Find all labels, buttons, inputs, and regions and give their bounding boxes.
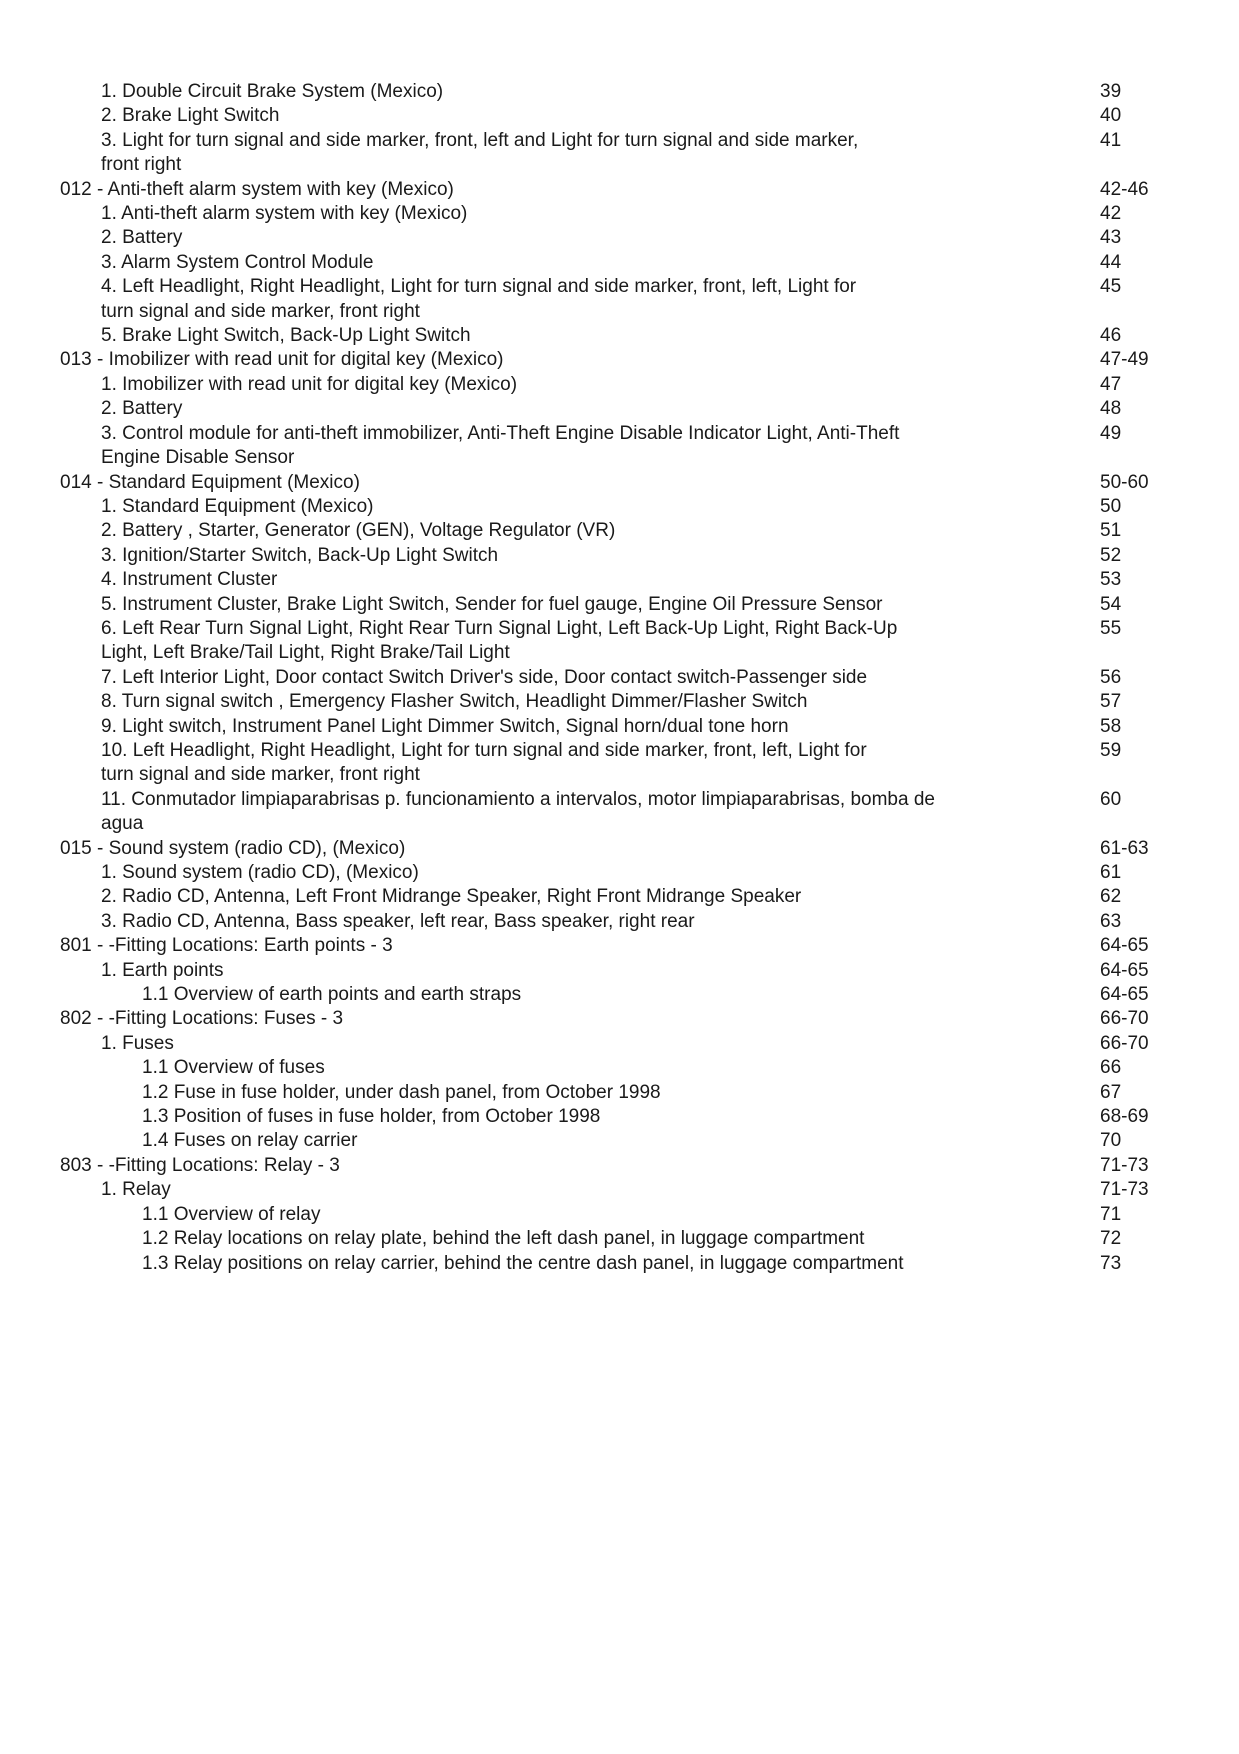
toc-entry-title: 9. Light switch, Instrument Panel Light Dimmer Switch, Signal horn/dual tone horn (101, 715, 789, 737)
toc-entry-title: 803 - -Fitting Locations: Relay - 3 (60, 1154, 340, 1176)
toc-section (0, 178, 1239, 202)
toc-entry-page: 47 (1100, 373, 1122, 395)
toc-item (0, 715, 1239, 739)
table-of-contents (0, 80, 1239, 1276)
toc-entry-title: 1. Earth points (101, 959, 224, 981)
toc-entry-page: 46 (1100, 325, 1122, 347)
toc-entry-page: 55 (1100, 617, 1122, 639)
toc-entry-title: 1. Standard Equipment (Mexico) (101, 495, 374, 517)
toc-entry-page: 70 (1100, 1130, 1122, 1152)
toc-section (0, 348, 1239, 372)
toc-entry-title: 3. Control module for anti-theft immobilizer, Anti-Theft Engine Disable Indicator Light, Anti-Theft Engine Disable Sensor (101, 422, 900, 469)
toc-subitem (0, 1105, 1239, 1129)
toc-entry-page: 71-73 (1100, 1179, 1149, 1201)
toc-subitem (0, 1227, 1239, 1251)
toc-item (0, 373, 1239, 397)
toc-entry-title: 2. Battery (101, 398, 183, 420)
toc-item (0, 959, 1239, 983)
toc-entry-title: 1.1 Overview of relay (142, 1203, 321, 1225)
toc-entry-title: 2. Brake Light Switch (101, 105, 280, 127)
toc-item (0, 690, 1239, 714)
toc-entry-page: 52 (1100, 544, 1122, 566)
toc-entry-title: 1.1 Overview of earth points and earth straps (142, 984, 522, 1006)
toc-entry-title: 015 - Sound system (radio CD), (Mexico) (60, 837, 406, 859)
toc-entry-page: 51 (1100, 520, 1122, 542)
toc-entry-page: 66-70 (1100, 1008, 1149, 1030)
toc-entry-title: 4. Left Headlight, Right Headlight, Light for turn signal and side marker, front, left, Light for turn signal and side marker, front right (101, 276, 857, 322)
toc-item (0, 324, 1239, 348)
toc-subitem (0, 1129, 1239, 1153)
toc-item (0, 1178, 1239, 1202)
toc-entry-title: 1.3 Position of fuses in fuse holder, from October 1998 (142, 1106, 601, 1128)
toc-entry-page: 42-46 (1100, 178, 1149, 200)
toc-entry-title: 1. Anti-theft alarm system with key (Mexico) (101, 203, 468, 225)
toc-entry-page: 42 (1100, 203, 1122, 225)
toc-entry-title: 012 - Anti-theft alarm system with key (Mexico) (60, 178, 454, 200)
toc-entry-title: 11. Conmutador limpiaparabrisas p. funcionamiento a intervalos, motor limpiaparabrisas, bomba de agua (101, 788, 935, 835)
toc-entry-title: 3. Light for turn signal and side marker, front, left and Light for turn signal and side marker, front right (101, 129, 859, 176)
toc-subitem (0, 1056, 1239, 1080)
toc-item (0, 104, 1239, 128)
toc-entry-title: 4. Instrument Cluster (101, 569, 278, 591)
toc-item (0, 593, 1239, 617)
toc-entry-page: 64-65 (1100, 935, 1149, 957)
toc-item (0, 275, 1239, 324)
toc-entry-title: 5. Instrument Cluster, Brake Light Switch, Sender for fuel gauge, Engine Oil Pressure Sensor (101, 593, 883, 615)
toc-entry-page: 47-49 (1100, 349, 1149, 371)
toc-entry-page: 71 (1100, 1203, 1122, 1225)
toc-entry-title: 013 - Imobilizer with read unit for digital key (Mexico) (60, 349, 504, 371)
toc-entry-title: 6. Left Rear Turn Signal Light, Right Rear Turn Signal Light, Left Back-Up Light, Right Back-Up Light, Left Brake/Tail Light, Right Brake/Tail Light (101, 617, 898, 664)
toc-subitem (0, 1203, 1239, 1227)
toc-entry-title: 2. Radio CD, Antenna, Left Front Midrange Speaker, Right Front Midrange Speaker (101, 886, 802, 908)
toc-entry-title: 1. Imobilizer with read unit for digital key (Mexico) (101, 373, 518, 395)
toc-entry-page: 66-70 (1100, 1032, 1149, 1054)
toc-item (0, 861, 1239, 885)
toc-entry-title: 1. Relay (101, 1179, 171, 1201)
toc-entry-page: 56 (1100, 666, 1122, 688)
toc-item (0, 80, 1239, 104)
toc-entry-page: 53 (1100, 569, 1122, 591)
toc-entry-page: 45 (1100, 276, 1122, 298)
toc-entry-page: 59 (1100, 739, 1122, 761)
toc-entry-page: 39 (1100, 81, 1122, 102)
toc-entry-title: 1.2 Relay locations on relay plate, behind the left dash panel, in luggage compartment (142, 1228, 865, 1250)
toc-item (0, 568, 1239, 592)
toc-item (0, 739, 1239, 788)
toc-item (0, 397, 1239, 421)
toc-entry-page: 73 (1100, 1252, 1122, 1274)
toc-entry-page: 61-63 (1100, 837, 1149, 859)
toc-item (0, 226, 1239, 250)
toc-item (0, 495, 1239, 519)
toc-entry-page: 64-65 (1100, 959, 1149, 981)
toc-entry-page: 48 (1100, 398, 1122, 420)
toc-item (0, 251, 1239, 275)
toc-item (0, 519, 1239, 543)
toc-item (0, 1032, 1239, 1056)
toc-item (0, 910, 1239, 934)
toc-entry-page: 62 (1100, 886, 1122, 908)
toc-entry-page: 71-73 (1100, 1154, 1149, 1176)
toc-entry-title: 1.3 Relay positions on relay carrier, behind the centre dash panel, in luggage compartment (142, 1252, 904, 1274)
toc-entry-page: 61 (1100, 862, 1122, 883)
toc-item (0, 666, 1239, 690)
toc-entry-page: 58 (1100, 715, 1122, 737)
toc-item (0, 885, 1239, 909)
toc-entry-title: 2. Battery (101, 227, 183, 249)
toc-entry-page: 41 (1100, 129, 1122, 151)
toc-entry-page: 49 (1100, 422, 1122, 444)
toc-item (0, 129, 1239, 178)
toc-entry-page: 50-60 (1100, 471, 1149, 493)
toc-entry-title: 5. Brake Light Switch, Back-Up Light Switch (101, 325, 471, 347)
toc-entry-page: 68-69 (1100, 1106, 1149, 1128)
toc-entry-title: 3. Ignition/Starter Switch, Back-Up Light Switch (101, 544, 499, 566)
toc-entry-title: 10. Left Headlight, Right Headlight, Light for turn signal and side marker, front, left, Light for turn signal and side marker, front right (101, 739, 867, 786)
toc-entry-title: 1. Double Circuit Brake System (Mexico) (101, 81, 444, 102)
toc-entry-page: 66 (1100, 1057, 1122, 1079)
toc-entry-page: 44 (1100, 251, 1122, 273)
toc-entry-title: 1. Sound system (radio CD), (Mexico) (101, 862, 419, 883)
toc-entry-page: 40 (1100, 105, 1122, 127)
toc-entry-page: 63 (1100, 910, 1122, 932)
toc-entry-page: 67 (1100, 1081, 1122, 1103)
toc-entry-page: 50 (1100, 495, 1122, 517)
toc-item (0, 544, 1239, 568)
toc-entry-title: 8. Turn signal switch , Emergency Flasher Switch, Headlight Dimmer/Flasher Switch (101, 691, 808, 713)
toc-entry-title: 3. Radio CD, Antenna, Bass speaker, left rear, Bass speaker, right rear (101, 910, 695, 932)
toc-entry-page: 64-65 (1100, 984, 1149, 1006)
toc-entry-page: 72 (1100, 1228, 1122, 1250)
toc-entry-page: 57 (1100, 691, 1122, 713)
toc-section (0, 471, 1239, 495)
toc-subitem (0, 983, 1239, 1007)
toc-entry-page: 54 (1100, 593, 1122, 615)
toc-entry-title: 2. Battery , Starter, Generator (GEN), Voltage Regulator (VR) (101, 520, 616, 542)
toc-entry-title: 801 - -Fitting Locations: Earth points - 3 (60, 935, 393, 957)
toc-section (0, 1007, 1239, 1031)
toc-entry-page: 60 (1100, 788, 1122, 810)
toc-entry-title: 1. Fuses (101, 1032, 174, 1054)
toc-entry-page: 43 (1100, 227, 1122, 249)
toc-entry-title: 3. Alarm System Control Module (101, 251, 374, 273)
toc-entry-title: 014 - Standard Equipment (Mexico) (60, 471, 360, 493)
toc-entry-title: 1.2 Fuse in fuse holder, under dash panel, from October 1998 (142, 1081, 661, 1103)
toc-item (0, 202, 1239, 226)
toc-entry-title: 7. Left Interior Light, Door contact Switch Driver's side, Door contact switch-Passenger side (101, 666, 868, 688)
toc-item (0, 422, 1239, 471)
toc-subitem (0, 1252, 1239, 1276)
toc-item (0, 617, 1239, 666)
toc-section (0, 1154, 1239, 1178)
toc-entry-title: 1.4 Fuses on relay carrier (142, 1130, 358, 1152)
toc-subitem (0, 1081, 1239, 1105)
toc-entry-title: 802 - -Fitting Locations: Fuses - 3 (60, 1008, 344, 1030)
toc-section (0, 934, 1239, 958)
toc-entry-title: 1.1 Overview of fuses (142, 1057, 325, 1079)
toc-section (0, 837, 1239, 861)
toc-item (0, 788, 1239, 837)
